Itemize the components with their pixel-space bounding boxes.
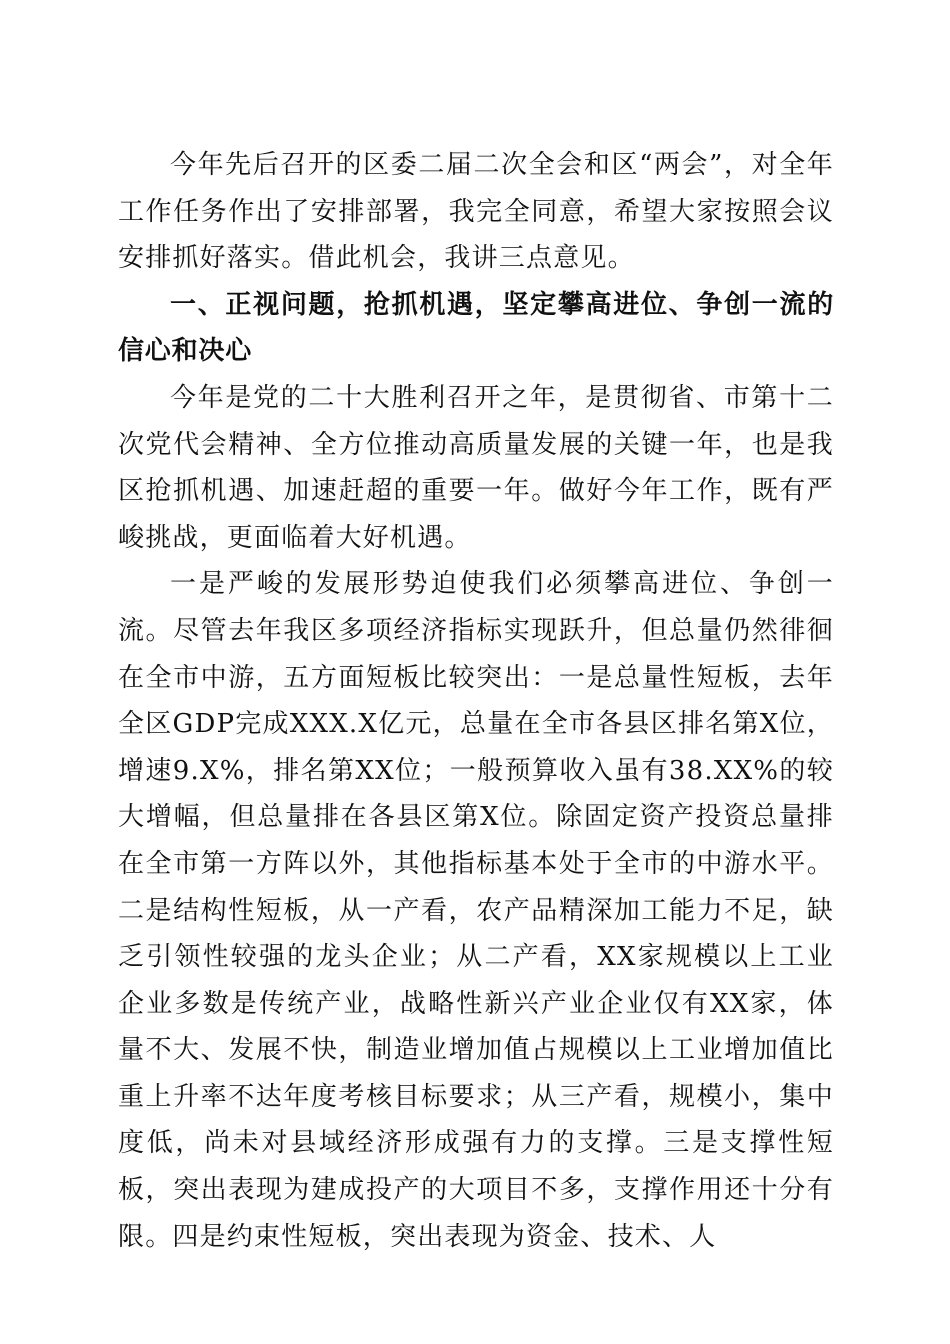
paragraph-intro: 今年先后召开的区委二届二次全会和区“两会”，对全年工作任务作出了安排部署，我完全同意，希望大家按照会议安排抓好落实。借此机会，我讲三点意见。 <box>118 150 834 274</box>
paragraph-point-one: 一是严峻的发展形势迫使我们必须攀高进位、争创一流。尽管去年我区多项经济指标实现跃升，但总量仍然徘徊在全市中游，五方面短板比较突出：一是总量性短板，去年全区GDP完成XXX.X亿元，总量在全市各县区排名第X位，增速9.X%，排名第XX位；一般预算收入虽有38.XX%的较大增幅，但总量排在各县区第X位。除固定资产投资总量排在全市第一方阵以外，其他指标基本处于全市的中游水平。二是结构性短板，从一产看，农产品精深加工能力不足，缺乏引领性较强的龙头企业；从二产看，XX家规模以上工业企业多数是传统产业，战略性新兴产业企业仅有XX家，体量不大、发展不快，制造业增加值占规模以上工业增加值比重上升率不达年度考核目标要求；从三产看，规模小，集中度低，尚未对县域经济形成强有力的支撑。三是支撑性短板，突出表现为建成投产的大项目不多，支撑作用还十分有限。四是约束性短板，突出表现为资金、技术、人 <box>118 569 834 1252</box>
paragraph-section-intro: 今年是党的二十大胜利召开之年，是贯彻省、市第十二次党代会精神、全方位推动高质量发展的关键一年，也是我区抢抓机遇、加速赶超的重要一年。做好今年工作，既有严峻挑战，更面临着大好机遇。 <box>118 382 834 553</box>
section-heading: 一、正视问题，抢抓机遇，坚定攀高进位、争创一流的信心和决心 <box>118 289 834 367</box>
document-body <box>118 142 834 1260</box>
